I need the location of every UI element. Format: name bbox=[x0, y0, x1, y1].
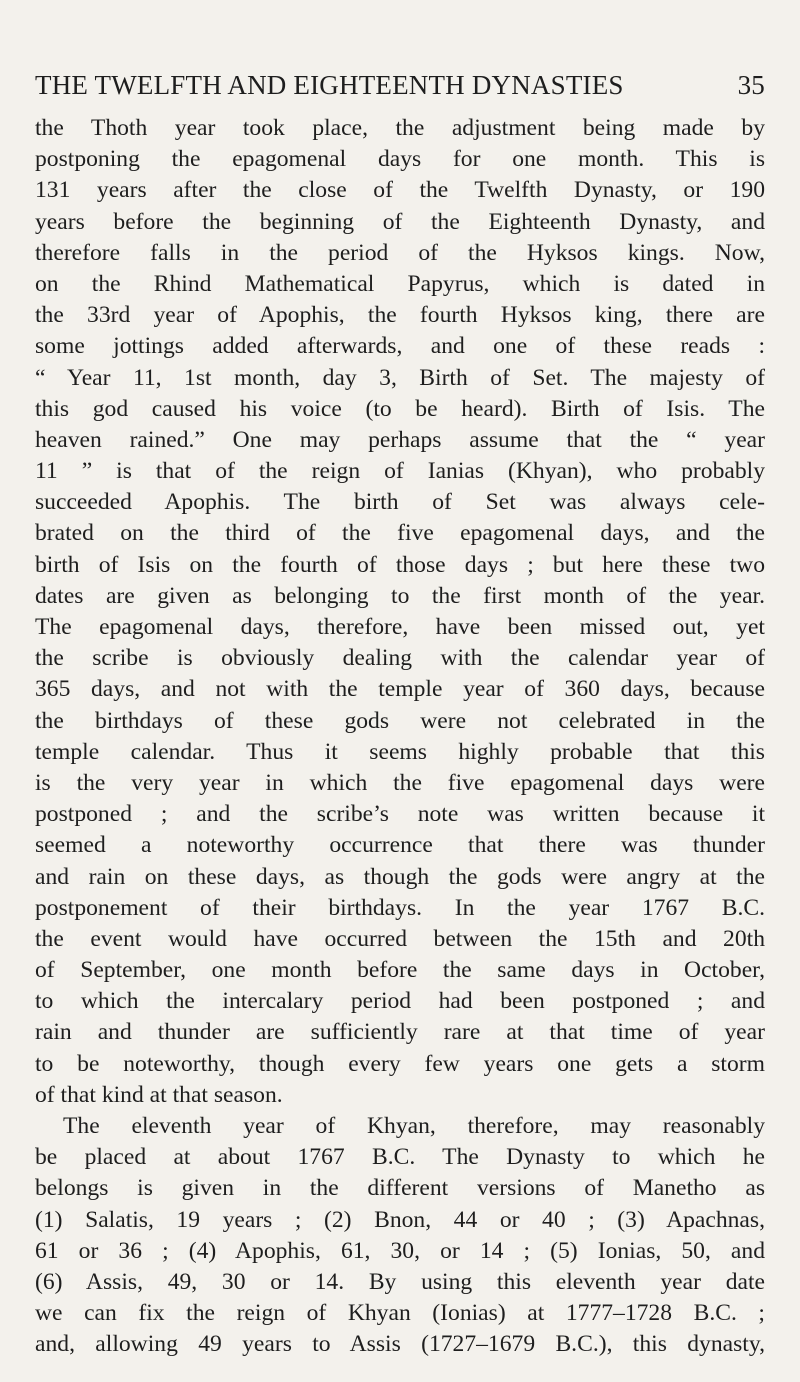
text-line: years before the beginning of the Eighteenth Dynasty, and bbox=[35, 208, 765, 235]
text-line: “ Year 11, 1st month, day 3, Birth of Set. The majesty of bbox=[35, 364, 765, 391]
page-number: 35 bbox=[737, 70, 765, 100]
text-line: birth of Isis on the fourth of those days ; but here these two bbox=[35, 551, 765, 578]
text-line: some jottings added afterwards, and one of these reads : bbox=[35, 333, 765, 360]
text-line: temple calendar. Thus it seems highly probable that this bbox=[35, 738, 765, 765]
text-line: dates are given as belonging to the first month of the year. bbox=[35, 582, 765, 609]
text-line: the birthdays of these gods were not celebrated in the bbox=[35, 707, 765, 734]
text-line: on the Rhind Mathematical Papyrus, which is dated in bbox=[35, 270, 765, 297]
text-line: postponing the epagomenal days for one month. This is bbox=[35, 146, 765, 173]
paragraph-end-line: of that kind at that season. bbox=[35, 1081, 283, 1108]
text-line: The epagomenal days, therefore, have been missed out, yet bbox=[35, 614, 765, 640]
text-line: the Thoth year took place, the adjustment being made by bbox=[35, 115, 765, 141]
text-line: and rain on these days, as though the gods were angry at the bbox=[35, 863, 765, 890]
running-head bbox=[35, 70, 765, 106]
text-line: is the very year in which the five epagomenal days were bbox=[35, 769, 765, 796]
chapter-title: THE TWELFTH AND EIGHTEENTH DYNASTIES bbox=[35, 70, 624, 100]
paragraph-start-line: The eleventh year of Khyan, therefore, may reasonably bbox=[63, 1113, 765, 1139]
text-line: of September, one month before the same days in October, bbox=[35, 957, 765, 984]
text-line: to be noteworthy, though every few years one gets a storm bbox=[35, 1050, 765, 1077]
text-line: 365 days, and not with the temple year of 360 days, because bbox=[35, 676, 765, 703]
text-line: succeeded Apophis. The birth of Set was always cele- bbox=[35, 489, 765, 516]
text-line: to which the intercalary period had been postponed ; and bbox=[35, 988, 765, 1015]
text-line: therefore falls in the period of the Hyksos kings. Now, bbox=[35, 239, 765, 266]
text-line: 61 or 36 ; (4) Apophis, 61, 30, or 14 ; (5) Ionias, 50, and bbox=[35, 1237, 765, 1264]
text-line: heaven rained.” One may perhaps assume that the “ year bbox=[35, 426, 765, 453]
text-line: be placed at about 1767 B.C. The Dynasty to which he bbox=[35, 1144, 765, 1171]
text-line: this god caused his voice (to be heard). Birth of Isis. The bbox=[35, 395, 765, 422]
text-line: the 33rd year of Apophis, the fourth Hyksos king, there are bbox=[35, 302, 765, 329]
text-line: the event would have occurred between the 15th and 20th bbox=[35, 925, 765, 952]
text-line: rain and thunder are sufficiently rare at that time of year bbox=[35, 1019, 765, 1046]
text-line: 11 ” is that of the reign of Ianias (Khyan), who probably bbox=[35, 458, 765, 485]
text-line: we can fix the reign of Khyan (Ionias) at 1777–1728 B.C. ; bbox=[35, 1300, 765, 1327]
text-line: (6) Assis, 49, 30 or 14. By using this eleventh year date bbox=[35, 1268, 765, 1295]
text-line: postponed ; and the scribe’s note was written because it bbox=[35, 801, 765, 828]
text-line: (1) Salatis, 19 years ; (2) Bnon, 44 or 40 ; (3) Apachnas, bbox=[35, 1206, 765, 1233]
text-line: 131 years after the close of the Twelfth Dynasty, or 190 bbox=[35, 177, 765, 204]
text-line: brated on the third of the five epagomenal days, and the bbox=[35, 520, 765, 547]
text-line: the scribe is obviously dealing with the calendar year of bbox=[35, 645, 765, 672]
text-line: belongs is given in the different versions of Manetho as bbox=[35, 1175, 765, 1202]
text-line: and, allowing 49 years to Assis (1727–1679 B.C.), this dynasty, bbox=[35, 1331, 765, 1358]
body-text bbox=[35, 113, 765, 1361]
text-line: seemed a noteworthy occurrence that there was thunder bbox=[35, 832, 765, 859]
text-line: postponement of their birthdays. In the year 1767 B.C. bbox=[35, 894, 765, 921]
